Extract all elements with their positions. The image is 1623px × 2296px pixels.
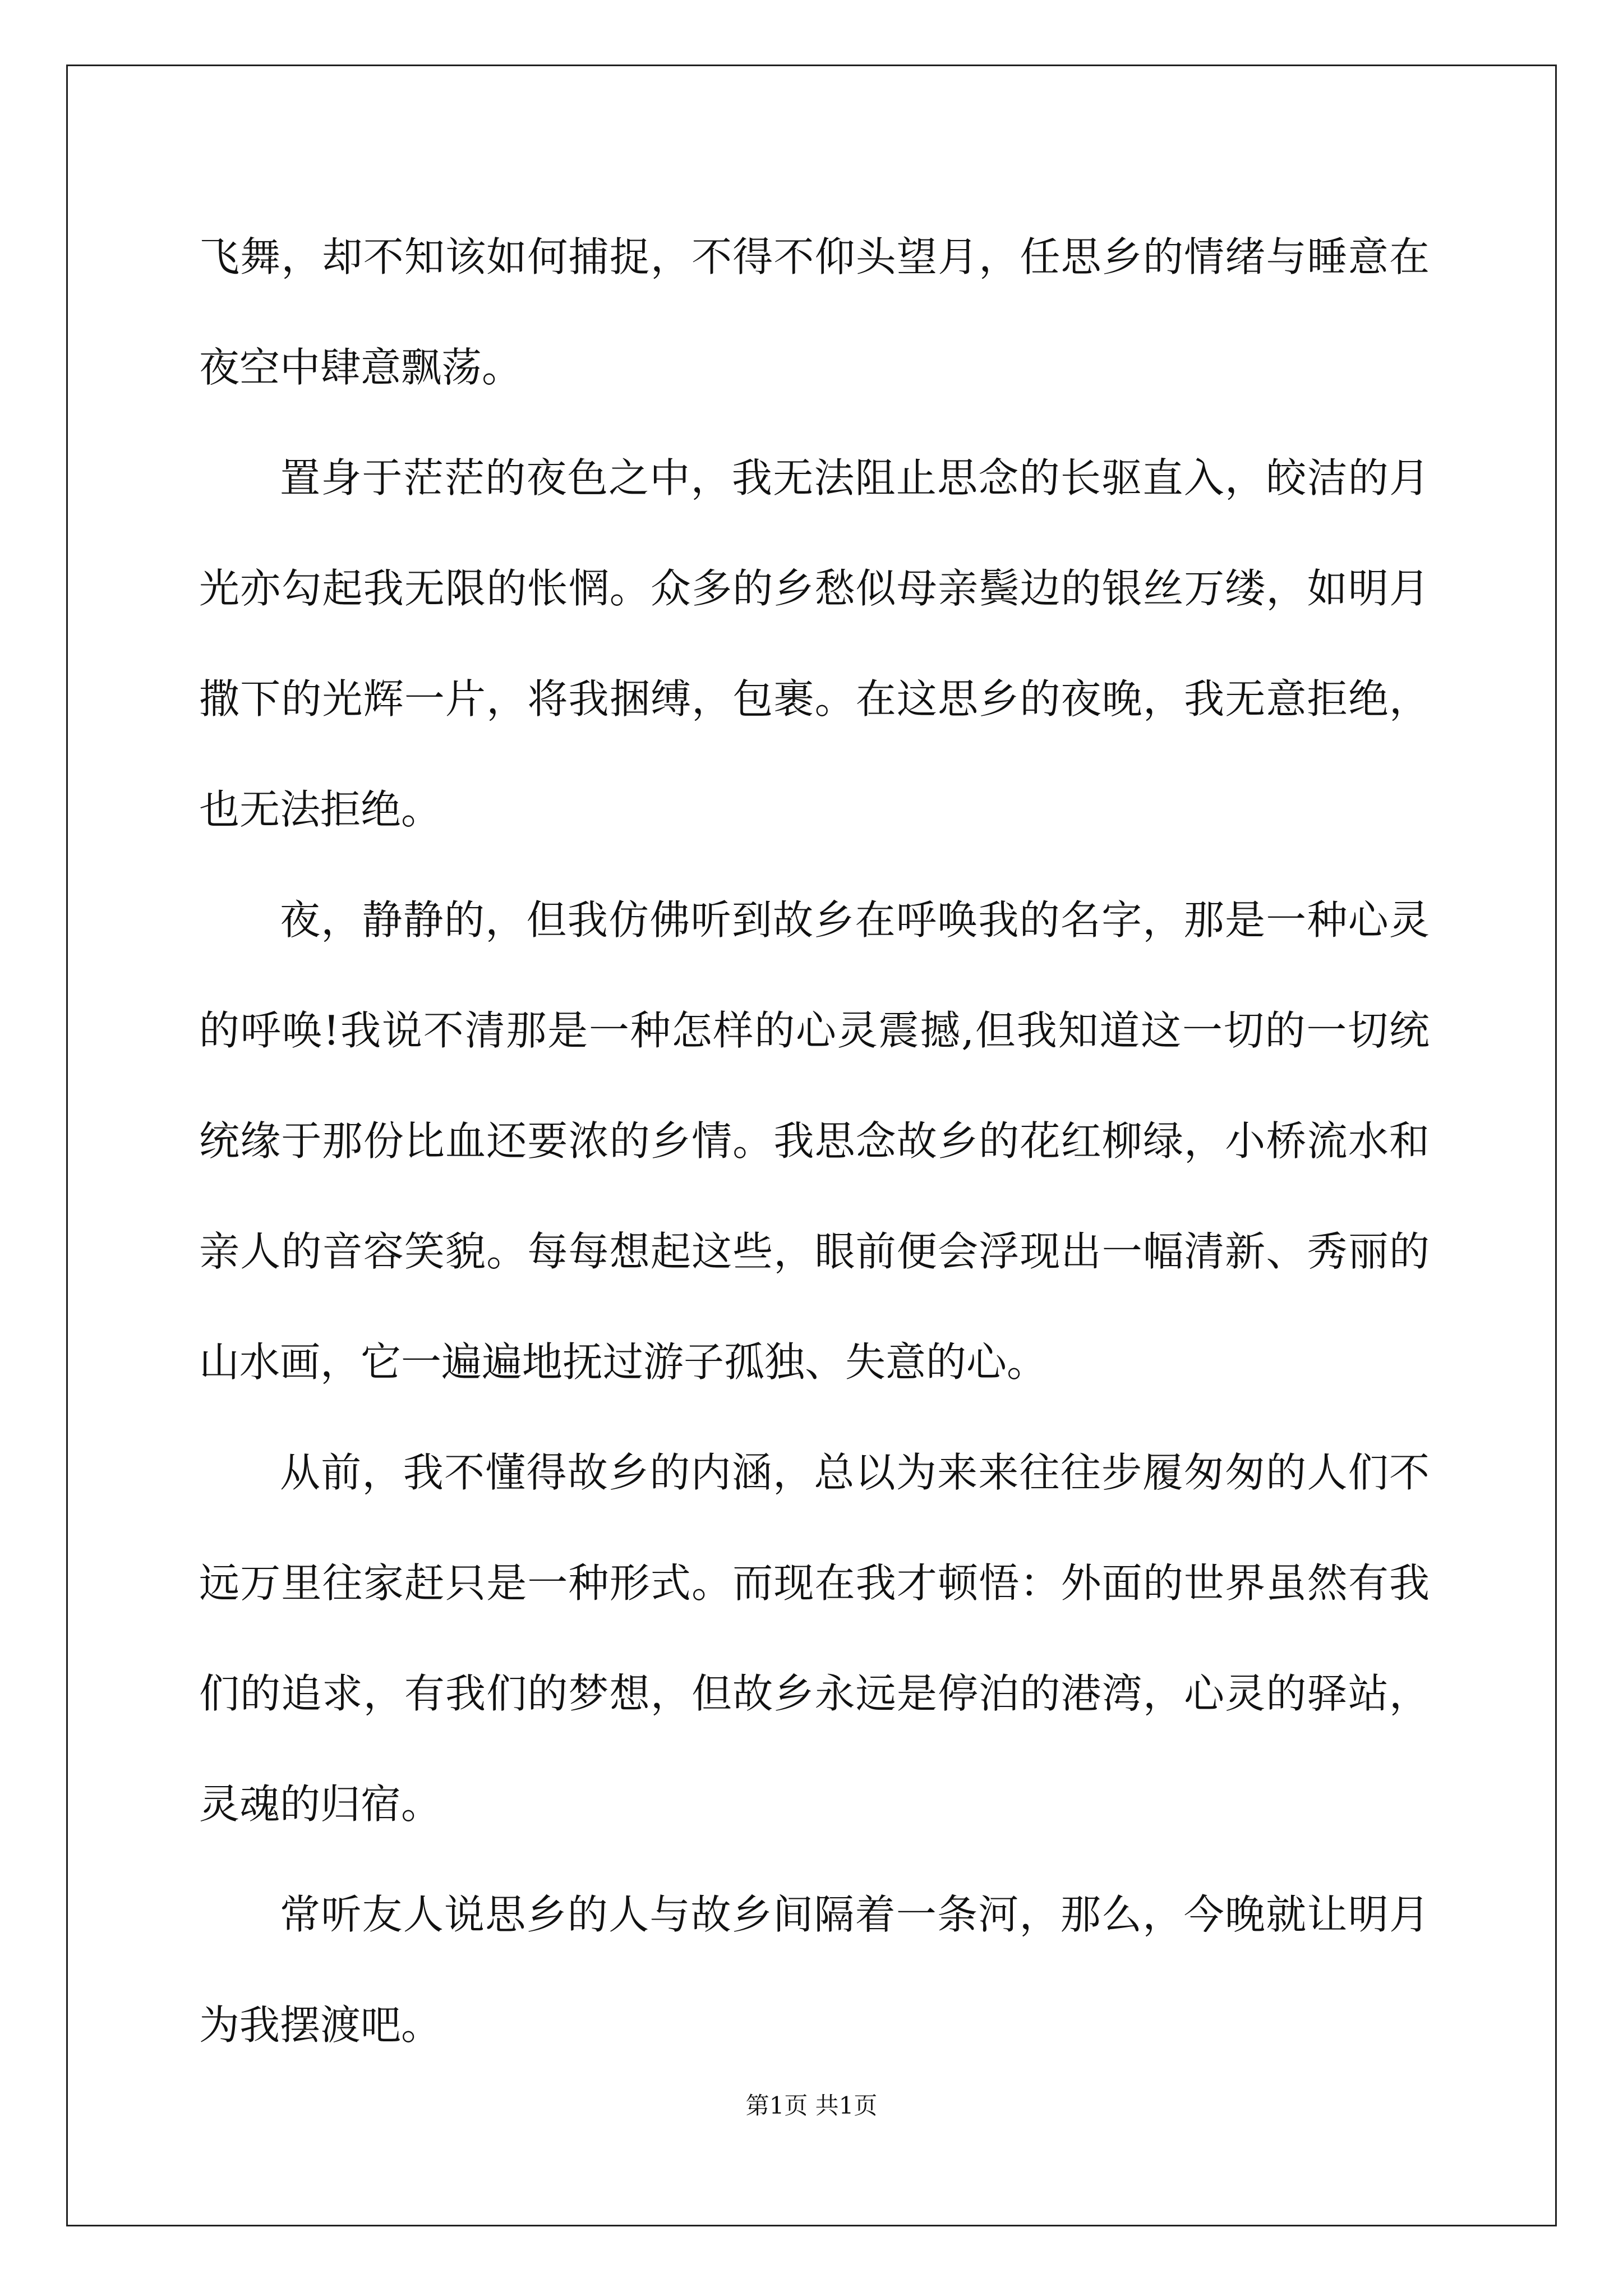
paragraph-1: 飞舞，却不知该如何捕捉，不得不仰头望月，任思乡的情绪与睡意在夜空中肆意飘荡。 [199, 233, 1430, 391]
paragraph-2: 置身于茫茫的夜色之中，我无法阻止思念的长驱直入，皎洁的月光亦勾起我无限的怅惘。众多的乡愁似母亲鬓边的银丝万缕，如明月撒下的光辉一片，将我捆缚，包裹。在这思乡的夜晚，我无意拒绝，也无法拒绝。 [199, 454, 1430, 833]
page-footer [0, 2089, 1623, 2123]
paragraph-3: 夜，静静的，但我仿佛听到故乡在呼唤我的名字，那是一种心灵的呼唤!我说不清那是一种怎样的心灵震撼,但我知道这一切的一切统统缘于那份比血还要浓的乡情。我思念故乡的花红柳绿，小桥流水和亲人的音容笑貌。每每想起这些，眼前便会浮现出一幅清新、秀丽的山水画，它一遍遍地抚过游子孤独、失意的心。 [199, 896, 1430, 1386]
paragraph-5: 常听友人说思乡的人与故乡间隔着一条河，那么，今晚就让明月为我摆渡吧。 [199, 1891, 1430, 2049]
page-number-label: 第1页 共1页 [745, 2092, 878, 2119]
paragraph-4: 从前，我不懂得故乡的内涵，总以为来来往往步履匆匆的人们不远万里往家赶只是一种形式。而现在我才顿悟：外面的世界虽然有我们的追求，有我们的梦想，但故乡永远是停泊的港湾，心灵的驿站，灵魂的归宿。 [199, 1449, 1430, 1828]
document-body [199, 202, 1430, 2081]
